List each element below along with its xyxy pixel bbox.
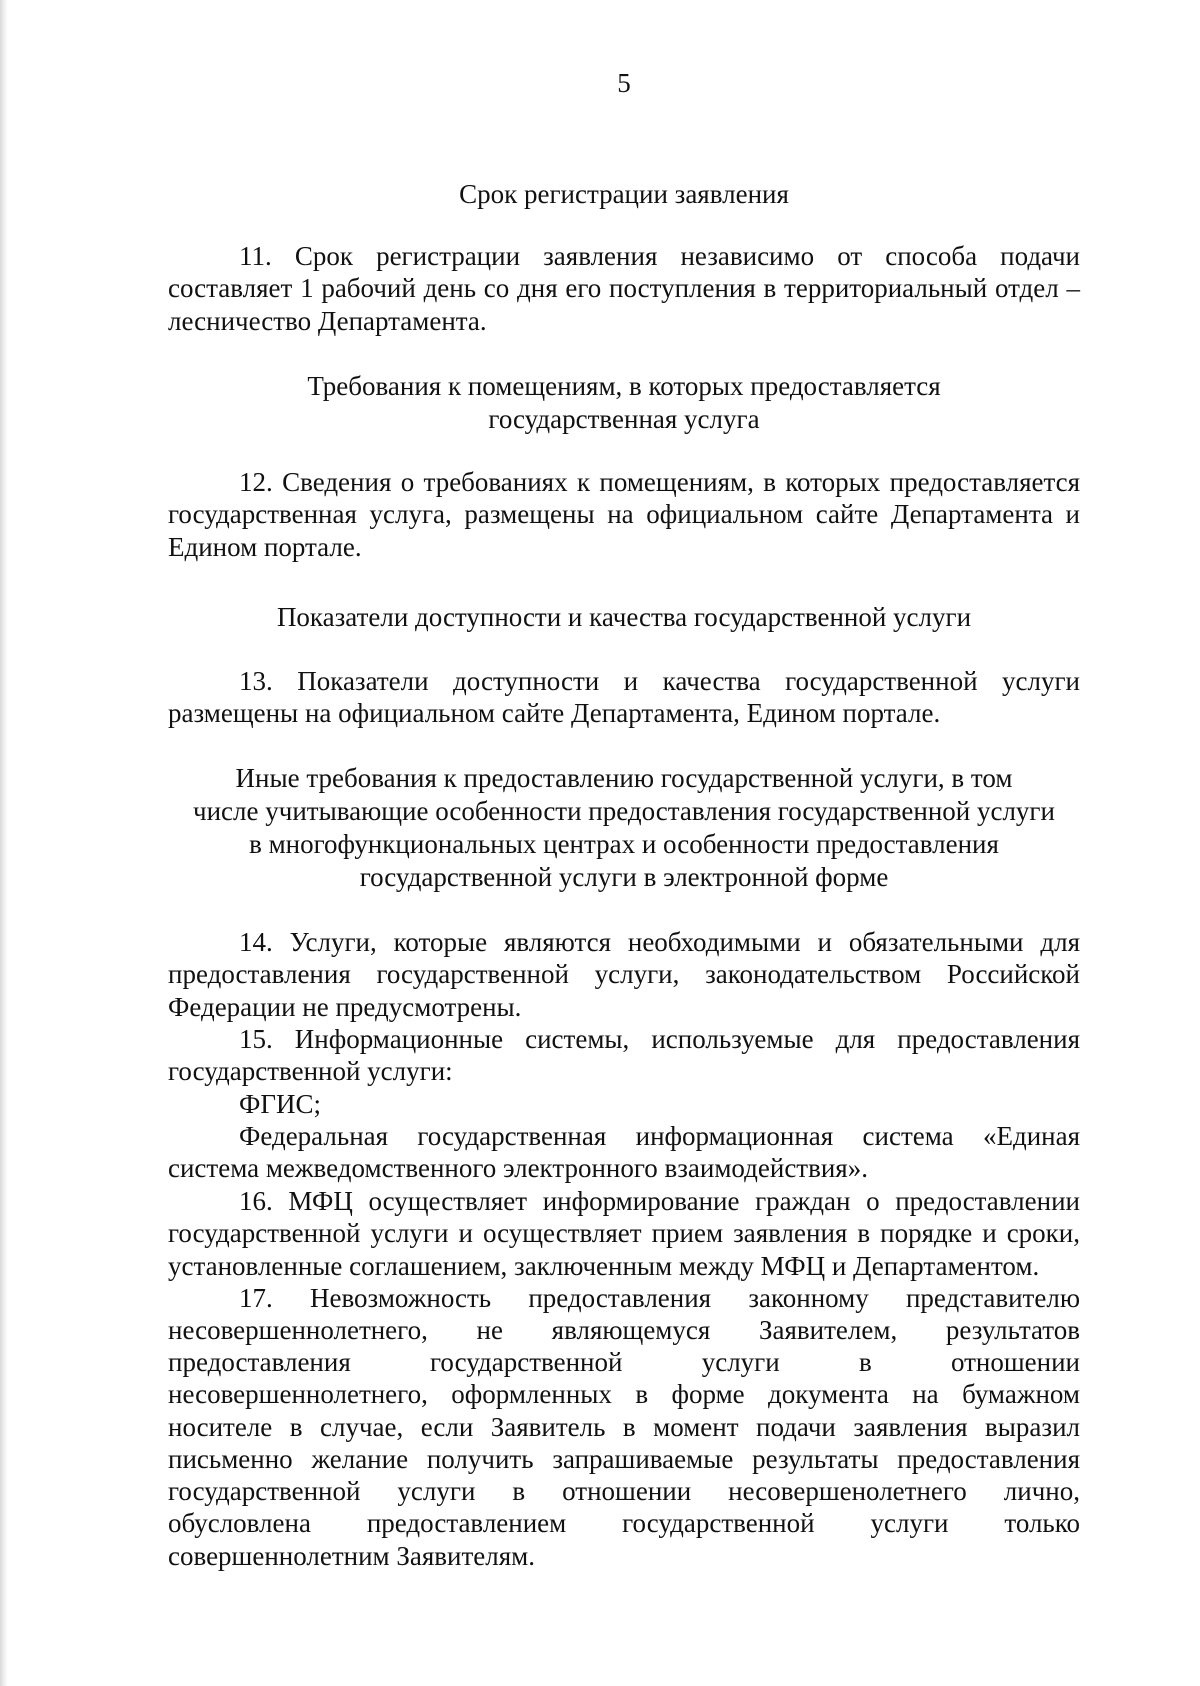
heading-premises-line-1: Требования к помещениям, в которых предоставляется xyxy=(307,371,941,401)
heading-registration-term: Срок регистрации заявления xyxy=(459,179,789,209)
heading-other-line-1: Иные требования к предоставлению государственной услуги, в том xyxy=(235,763,1013,793)
paragraph-17-line-4: несовершеннолетнего, оформленных в форме документа на бумажном xyxy=(168,1379,1080,1409)
paragraph-17-line-2: несовершеннолетнего, не являющемуся Заявителем, результатов xyxy=(168,1315,1080,1345)
heading-other-line-3: в многофункциональных центрах и особенности предоставления xyxy=(249,829,999,859)
paragraph-17-line-3: предоставления государственной услуги в отношении xyxy=(168,1347,1080,1377)
heading-other-line-4: государственной услуги в электронной форме xyxy=(359,862,889,892)
page-number: 5 xyxy=(617,68,631,98)
paragraph-16: 16. МФЦ осуществляет информирование граждан о предоставлении государственной услуги и осуществляет прием заявления в порядке и сроки, установленные соглашением, заключенным между МФЦ и Департаментом. xyxy=(168,1186,1080,1281)
paragraph-17-line-1: 17. Невозможность предоставления законному представителю xyxy=(239,1283,1080,1313)
heading-indicators: Показатели доступности и качества государственной услуги xyxy=(276,602,972,632)
paragraph-12: 12. Сведения о требованиях к помещениям, в которых предоставляется государственная услуга, размещены на официальном сайте Департамента и Едином портале. xyxy=(168,467,1080,562)
paragraph-smev: Федеральная государственная информационная система «Единая система межведомственного электронного взаимодействия». xyxy=(168,1121,1080,1184)
scan-edge xyxy=(0,0,8,1686)
paragraph-14: 14. Услуги, которые являются необходимыми и обязательными для предоставления государственной услуги, законодательством Российской Федерации не предусмотрены. xyxy=(168,927,1080,1022)
paragraph-17-line-6: письменно желание получить запрашиваемые результаты предоставления xyxy=(168,1444,1080,1474)
paragraph-fgis: ФГИС; xyxy=(239,1089,321,1119)
paragraph-11: 11. Срок регистрации заявления независимо от способа подачи составляет 1 рабочий день со дня его поступления в территориальный отдел – лесничество Департамента. xyxy=(168,241,1080,336)
heading-premises-line-2: государственная услуга xyxy=(488,404,760,434)
paragraph-17-line-7: государственной услуги в отношении несовершенолетнего лично, xyxy=(168,1476,1080,1506)
paragraph-17-line-9: совершеннолетним Заявителям. xyxy=(168,1541,536,1571)
paragraph-15: 15. Информационные системы, используемые для предоставления государственной услуги: xyxy=(168,1024,1080,1087)
heading-other-line-2: числе учитывающие особенности предоставления государственной услуги xyxy=(193,796,1055,826)
paragraph-13: 13. Показатели доступности и качества государственной услуги размещены на официальном сайте Департамента, Едином портале. xyxy=(168,666,1080,729)
paragraph-17-line-5: носителе в случае, если Заявитель в момент подачи заявления выразил xyxy=(168,1412,1080,1442)
paragraph-17-line-8: обусловлена предоставлением государственной услуги только xyxy=(168,1508,1080,1538)
